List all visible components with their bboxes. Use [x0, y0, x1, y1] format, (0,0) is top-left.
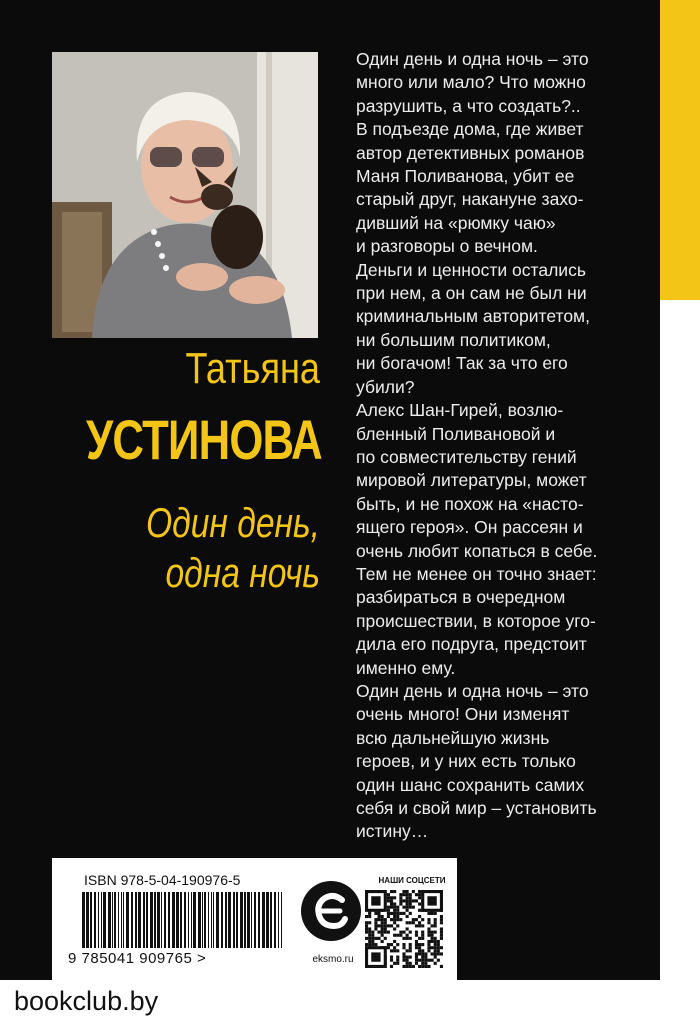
annotation-line: разрушить, а что создать?..	[356, 95, 581, 116]
author-last-name: УСТИНОВА	[86, 408, 322, 471]
social-label: НАШИ СОЦСЕТИ	[378, 876, 446, 885]
annotation-line: всю дальнейшую жизнь	[356, 727, 550, 748]
annotation-line: криминальным авторитетом,	[356, 306, 590, 327]
annotation-line: по совместительству гений	[356, 446, 577, 467]
qr-code-icon	[365, 890, 443, 968]
annotation-line: истину…	[356, 821, 429, 842]
annotation-line: дила его подруга, предстоит	[356, 634, 587, 655]
annotation-line: В подъезде дома, где живет	[356, 119, 584, 140]
annotation-line: ни большим политиком,	[356, 329, 551, 350]
book-title	[96, 498, 320, 598]
title-line: одна ночь	[165, 549, 320, 596]
annotation-line: при нем, а он сам не был ни	[356, 283, 587, 304]
annotation-line: Деньги и ценности остались	[356, 259, 586, 280]
annotation-line: и разговоры о вечном.	[356, 236, 538, 257]
annotation-line: бленный Поливановой и	[356, 423, 556, 444]
annotation-line: дивший на «рюмку чаю»	[356, 212, 556, 233]
annotation-line: автор детективных романов	[356, 142, 585, 163]
annotation-line: ни богачом! Так за что его	[356, 353, 568, 374]
annotation-line: очень любит копаться в себе.	[356, 540, 598, 561]
annotation-line: Один день и одна ночь – это	[356, 49, 589, 69]
title-line: Один день,	[146, 499, 320, 546]
annotation-line: Один день и одна ночь – это	[356, 680, 589, 701]
eksmo-logo-icon	[300, 880, 362, 942]
annotation-line: убили?	[356, 376, 415, 397]
annotation-line: Тем не менее он точно знает:	[356, 563, 597, 584]
annotation-line: старый друг, накануне захо-	[356, 189, 584, 210]
barcode-panel	[52, 858, 457, 981]
publisher-url: eksmo.ru	[312, 954, 354, 965]
annotation-line: именно ему.	[356, 657, 456, 678]
page-margin	[660, 300, 700, 1030]
watermark: bookclub.by	[14, 986, 159, 1016]
annotation-line: мировой литературы, может	[356, 470, 587, 491]
isbn-number: ISBN 978-5-04-190976-5	[84, 872, 241, 888]
barcode-digits: 9 785041 909765 >	[68, 950, 207, 967]
annotation-line: себя и свой мир – установить	[356, 798, 597, 818]
annotation-line: быть, и не похож на «насто-	[356, 493, 584, 514]
annotation-line: разбираться в очередном	[356, 587, 566, 608]
annotation-line: ящего героя». Он рассеян и	[356, 517, 583, 538]
book-annotation	[356, 48, 626, 844]
barcode	[82, 892, 282, 948]
annotation-line: Алекс Шан-Гирей, возлю-	[356, 400, 564, 421]
author-first-name: Татьяна	[185, 344, 320, 393]
annotation-line: происшествии, в которое уго-	[356, 610, 596, 631]
annotation-line: Маня Поливанова, убит ее	[356, 166, 575, 187]
annotation-line: очень много! Они изменят	[356, 704, 570, 725]
annotation-line: много или мало? Что можно	[356, 72, 586, 93]
annotation-line: один шанс сохранить самих	[356, 774, 585, 795]
spine-accent-strip	[660, 0, 700, 300]
annotation-line: героев, и у них есть только	[356, 751, 576, 772]
author-photo	[52, 52, 318, 338]
